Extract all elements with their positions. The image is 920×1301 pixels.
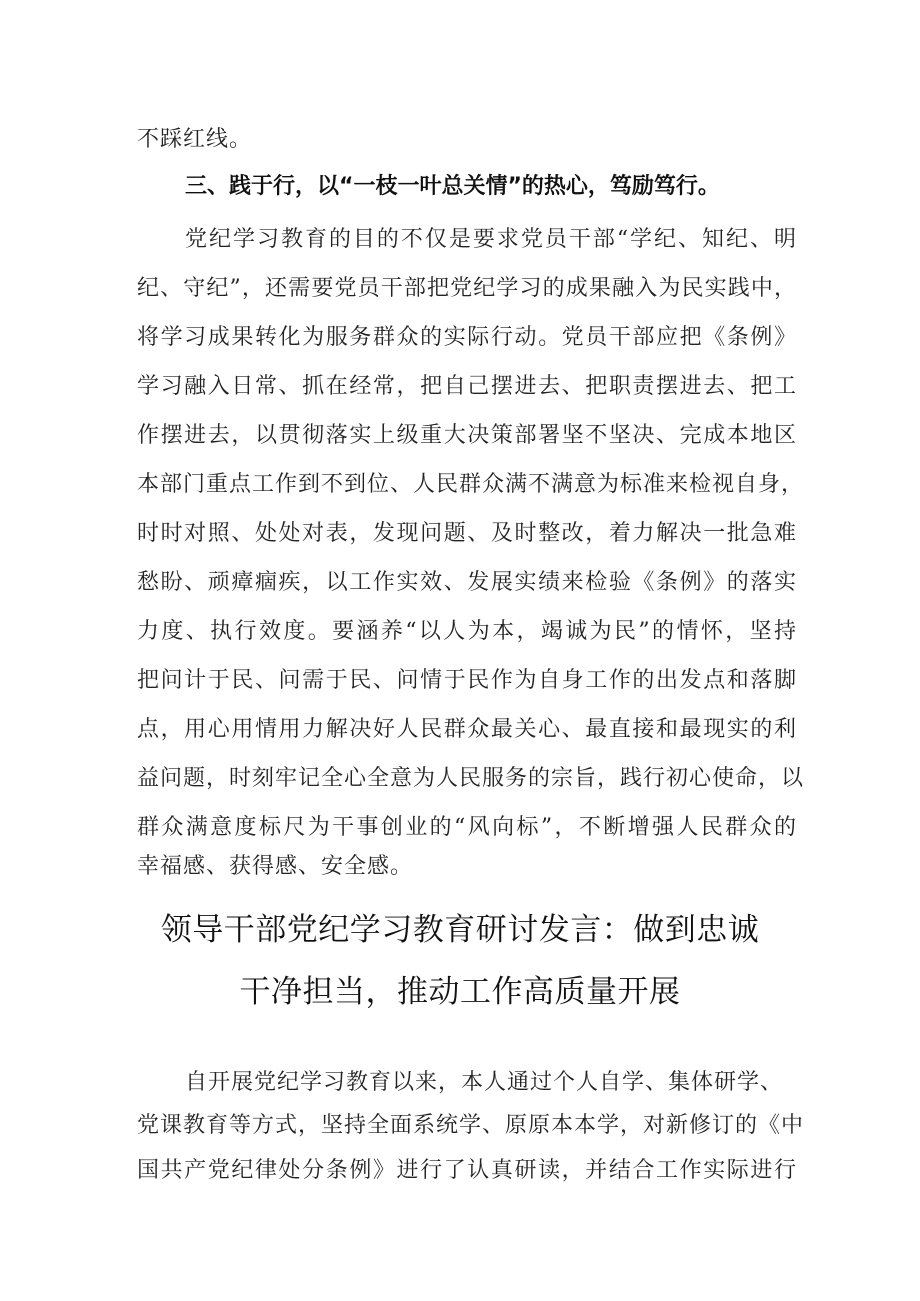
paragraph-line: 国共产党纪律处分条例》进行了认真研读，并结合工作实际进行 (137, 1158, 797, 1183)
paragraph-line: 将学习成果转化为服务群众的实际行动。党员干部应把《条例》 (137, 325, 797, 350)
paragraph-line: 党纪学习教育的目的不仅是要求党员干部“学纪、知纪、明 (185, 227, 797, 252)
paragraph-line: 益问题，时刻牢记全心全意为人民服务的宗旨，践行初心使命，以 (137, 766, 805, 791)
paragraph-line: 力度、执行效度。要涵养“以人为本，竭诚为民”的情怀，坚持 (137, 619, 797, 644)
paragraph-line: 幸福感、获得感、安全感。 (137, 854, 414, 879)
paragraph-line: 把问计于民、问需于民、问情于民作为自身工作的出发点和落脚 (137, 668, 797, 693)
section-heading: 三、践于行，以“一枝一叶总关情”的热心，笃励笃行。 (185, 174, 720, 199)
paragraph-line: 点，用心用情用力解决好人民群众最关心、最直接和最现实的利 (137, 717, 797, 742)
paragraph-line: 愁盼、顽瘴痼疾，以工作实效、发展实绩来检验《条例》的落实 (137, 570, 797, 595)
carryover-line: 不踩红线。 (137, 127, 253, 152)
paragraph-line: 群众满意度标尺为干事创业的“风向标”，不断增强人民群众的 (137, 815, 797, 840)
paragraph-line: 本部门重点工作到不到位、人民群众满不满意为标准来检视自身， (137, 472, 805, 497)
paragraph-line: 纪、守纪”，还需要党员干部把党纪学习的成果融入为民实践中， (137, 276, 797, 301)
paragraph-line: 自开展党纪学习教育以来，本人通过个人自学、集体研学、 (185, 1070, 784, 1095)
speech-title-line-1: 领导干部党纪学习教育研讨发言：做到忠诚 (160, 912, 760, 948)
paragraph-line: 时时对照、处处对表，发现问题、及时整改，着力解决一批急难 (137, 521, 797, 546)
paragraph-line: 党课教育等方式，坚持全面系统学、原原本本学，对新修订的《中 (137, 1113, 805, 1138)
paragraph-line: 学习融入日常、抓在经常，把自己摆进去、把职责摆进去、把工 (137, 374, 797, 399)
speech-title-line-2: 干净担当，推动工作高质量开展 (239, 974, 681, 1010)
paragraph-line: 作摆进去，以贯彻落实上级重大决策部署坚不坚决、完成本地区 (137, 423, 797, 448)
